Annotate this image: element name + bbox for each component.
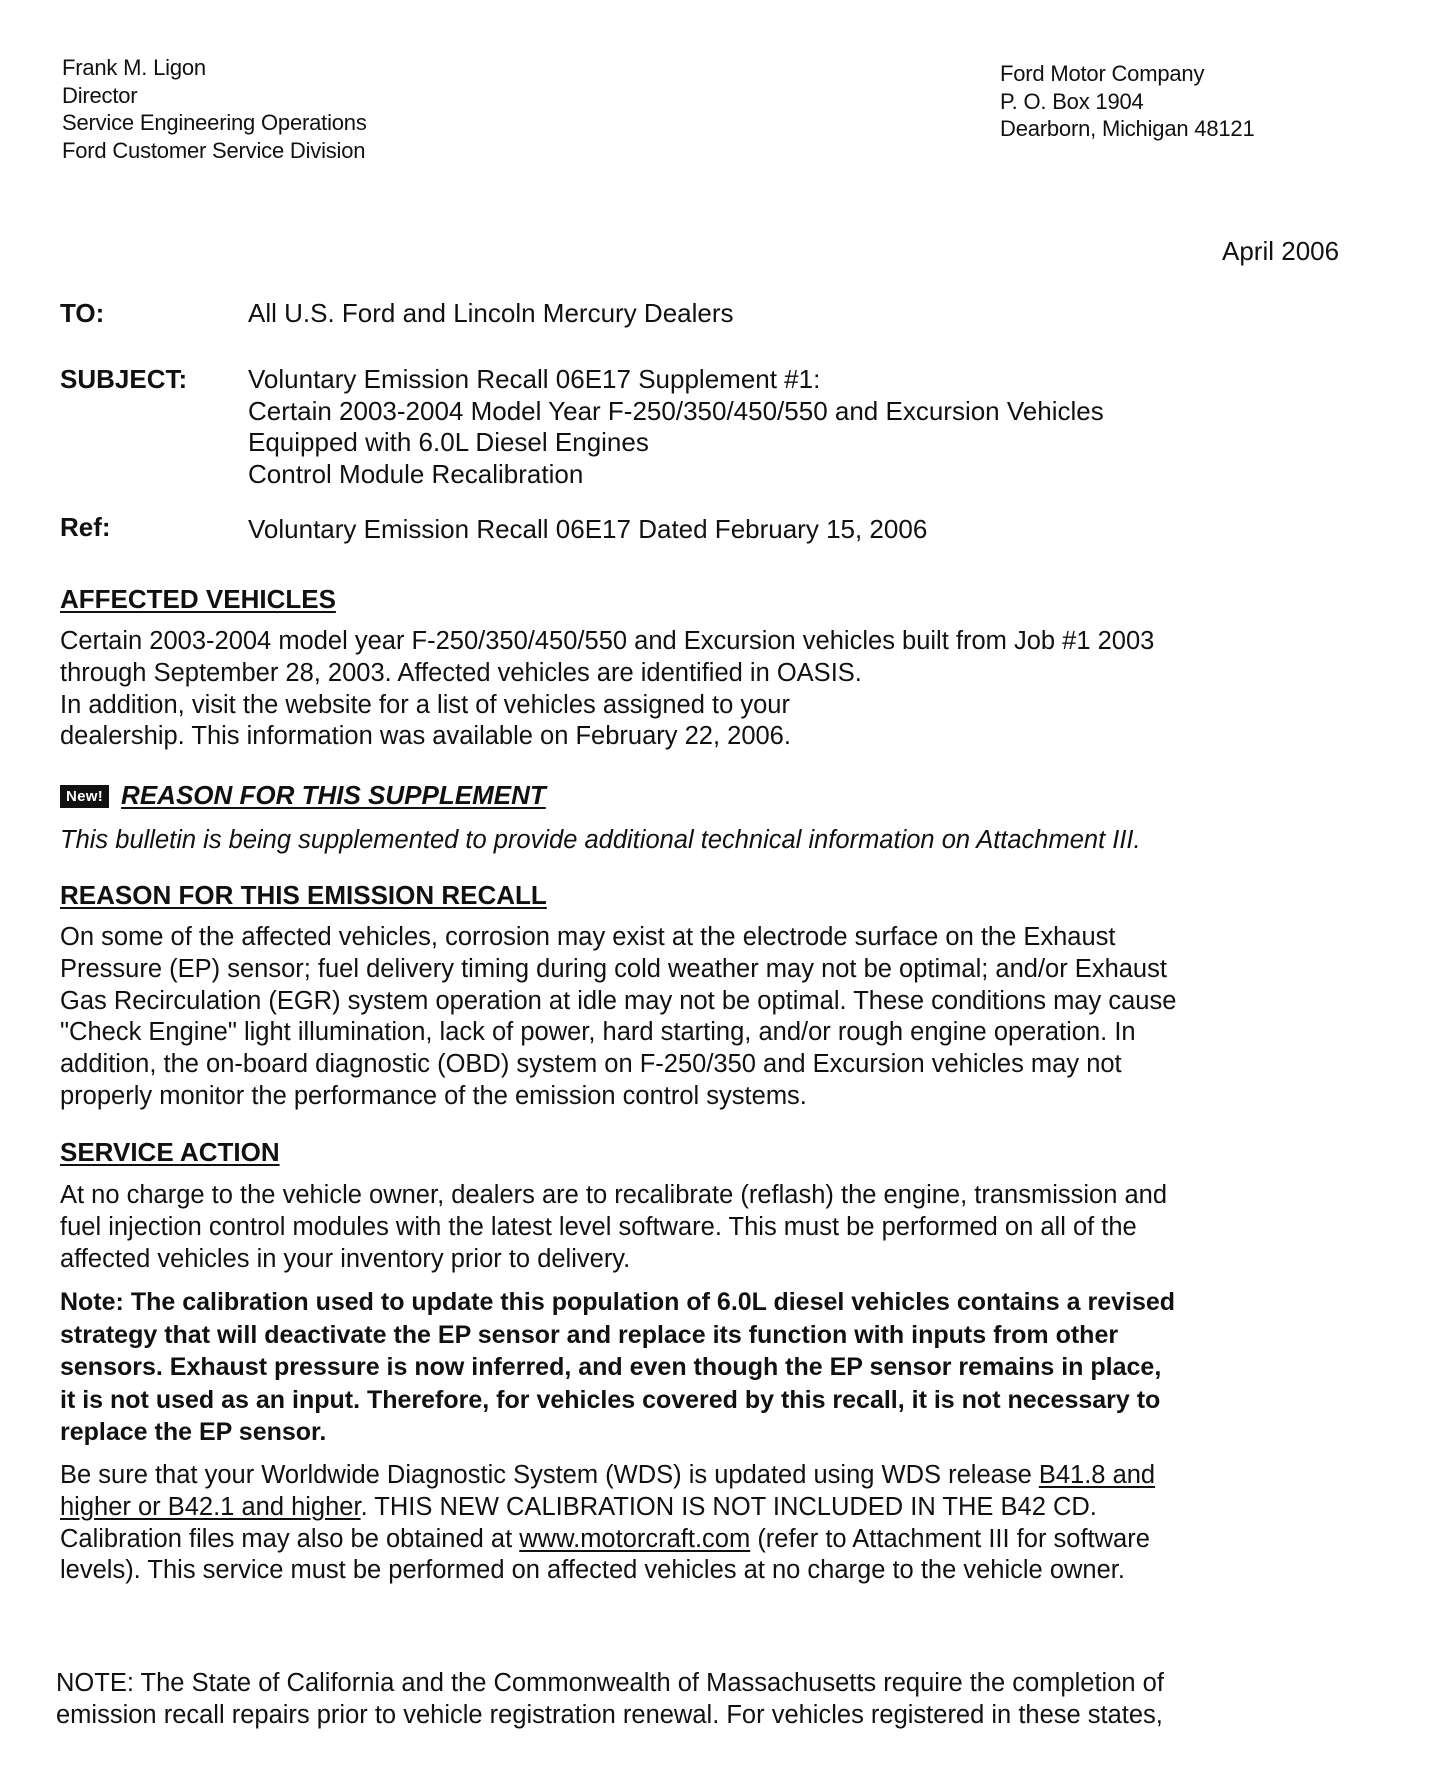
paragraph-line: "Check Engine" light illumination, lack of power, hard starting, and/or rough engine operation. In [60,1018,1136,1047]
company-name: Ford Motor Company [1000,61,1205,86]
recall-reason-heading: REASON FOR THIS EMISSION RECALL [60,880,547,910]
ref-label: Ref: [60,512,111,542]
paragraph-line [60,1524,1370,1556]
paragraph-line: through September 28, 2003. Affected vehicles are identified in OASIS. [60,658,862,687]
note-line: strategy that will deactivate the EP sensor and replace its function with inputs from other [60,1320,1119,1349]
ref-text: Voluntary Emission Recall 06E17 Dated February 15, 2006 [248,514,928,544]
company-city: Dearborn, Michigan 48121 [1000,116,1255,141]
wds-text: (refer to Attachment III for software [750,1524,1150,1553]
wds-text: . THIS NEW CALIBRATION IS NOT INCLUDED IN THE B42 CD. [360,1492,1097,1521]
supplement-text: This bulletin is being supplemented to provide additional technical information on Attachment III. [60,826,1141,854]
note-line: Note: The calibration used to update this population of 6.0L diesel vehicles contains a revised [60,1288,1176,1316]
sender-title: Director [62,82,138,108]
paragraph-line: properly monitor the performance of the emission control systems. [60,1081,807,1110]
wds-paragraph [60,1460,1370,1587]
paragraph-line: At no charge to the vehicle owner, dealers are to recalibrate (reflash) the engine, transmission and [60,1181,1168,1209]
supplement-heading-row [60,780,546,811]
wds-release-link-cont: higher or B42.1 and higher [60,1492,361,1521]
new-badge: New! [60,785,109,808]
paragraph-line: In addition, visit the website for a list of vehicles assigned to your [60,690,790,719]
service-action-paragraph [60,1180,1370,1275]
ref-value [248,514,927,546]
subject-line: Certain 2003-2004 Model Year F-250/350/450/550 and Excursion Vehicles [248,395,1104,426]
wds-text: Calibration files may also be obtained at [60,1524,520,1553]
paragraph-line: Certain 2003-2004 model year F-250/350/450/550 and Excursion vehicles built from Job #1 2003 [60,627,1155,655]
sender-department: Service Engineering Operations [62,110,367,135]
paragraph-line: fuel injection control modules with the latest level software. This must be performed on all of the [60,1212,1137,1241]
affected-vehicles-heading: AFFECTED VEHICLES [60,584,336,614]
service-action-note [60,1286,1370,1449]
note-line: it is not used as an input. Therefore, for vehicles covered by this recall, it is not necessary to [60,1385,1161,1414]
registration-note-paragraph [56,1668,1366,1732]
subject-line: Equipped with 6.0L Diesel Engines [248,427,649,457]
paragraph-line [60,1460,1370,1492]
motorcraft-link[interactable]: www.motorcraft.com [519,1524,751,1553]
paragraph-line: On some of the affected vehicles, corrosion may exist at the electrode surface on the Exhaust [60,923,1116,951]
paragraph-line: Pressure (EP) sensor; fuel delivery timing during cold weather may not be optimal; and/or Exhaust [60,954,1167,983]
letter-date: April 2006 [1222,236,1340,266]
subject-lines [248,364,1104,490]
service-action-heading: SERVICE ACTION [60,1137,280,1167]
to-value [248,298,734,330]
paragraph-line [60,1492,1370,1524]
paragraph-line: dealership. This information was available on February 22, 2006. [60,722,791,751]
paragraph-line: NOTE: The State of California and the Commonwealth of Massachusetts require the completion of [56,1669,1164,1697]
company-po-box: P. O. Box 1904 [1000,88,1144,114]
supplement-paragraph [60,825,1370,857]
subject-line: Control Module Recalibration [248,458,584,489]
note-line: replace the EP sensor. [60,1418,327,1446]
paragraph-line: emission recall repairs prior to vehicle registration renewal. For vehicles registered in these states, [56,1700,1163,1729]
paragraph-line: Gas Recirculation (EGR) system operation at idle may not be optimal. These conditions may cause [60,986,1177,1015]
to-recipients: All U.S. Ford and Lincoln Mercury Dealers [248,298,734,328]
subject-label: SUBJECT: [60,364,188,394]
company-address-block [1000,60,1254,143]
wds-text: Be sure that your Worldwide Diagnostic System (WDS) is updated using WDS release [60,1461,1039,1489]
to-label: TO: [60,298,105,328]
paragraph-line: levels). This service must be performed on affected vehicles at no charge to the vehicle owner. [60,1556,1125,1585]
note-line: sensors. Exhaust pressure is now inferred, and even though the EP sensor remains in place, [60,1353,1162,1381]
recall-reason-paragraph [60,922,1370,1113]
wds-release-link: B41.8 and [1038,1461,1156,1489]
sender-block [62,54,367,164]
affected-vehicles-paragraph [60,626,1370,753]
subject-line: Voluntary Emission Recall 06E17 Supplement #1: [248,364,821,394]
sender-division: Ford Customer Service Division [62,137,366,163]
paragraph-line: addition, the on-board diagnostic (OBD) system on F-250/350 and Excursion vehicles may not [60,1050,1122,1079]
sender-name: Frank M. Ligon [62,55,206,80]
paragraph-line: affected vehicles in your inventory prior to delivery. [60,1244,631,1273]
supplement-heading: REASON FOR THIS SUPPLEMENT [121,780,546,810]
